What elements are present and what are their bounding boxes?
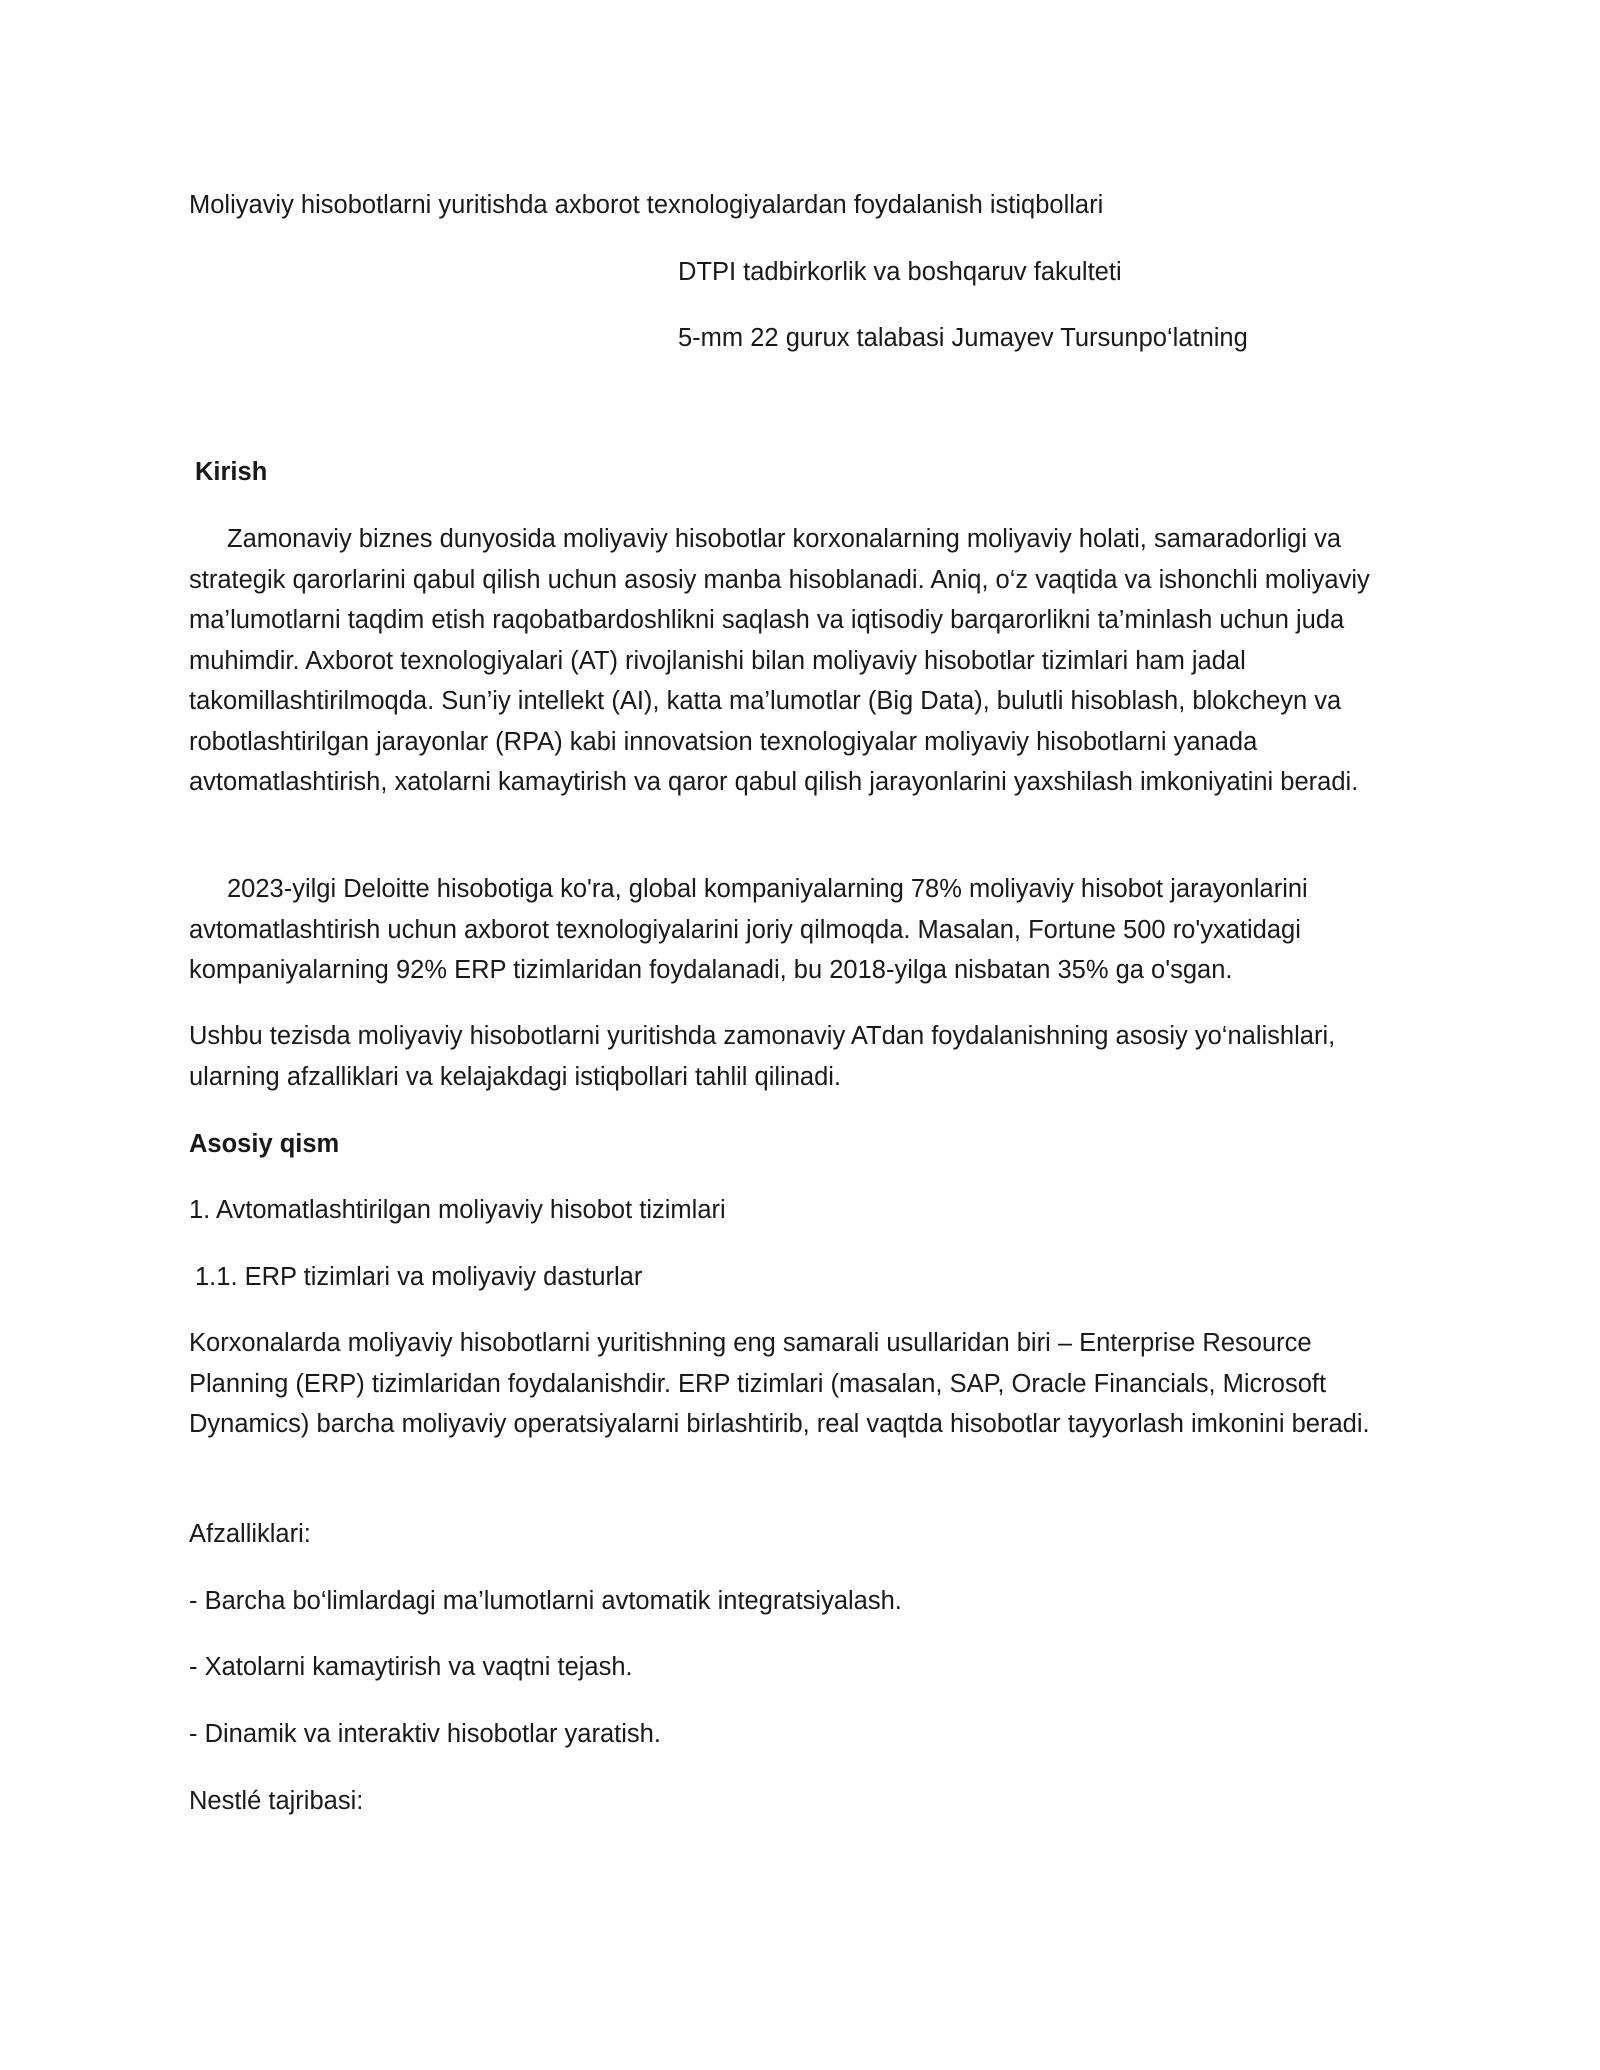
intro-paragraph-1: Zamonaviy biznes dunyosida moliyaviy hisobotlar korxonalarning moliyaviy holati, samaradorligi va strategik qarorlarini qabul qilish uchun asosiy manba hisoblanadi. Aniq, o‘z vaqtida va ishonchli moliyaviy ma’lumotlarni taqdim etish raqobatbardoshlikni saqlash va iqtisodiy barqarorlikni ta’minlash uchun juda muhimdir. Axborot texnologiyalari (AT) rivojlanishi bilan moliyaviy hisobotlar tizimlari ham jadal takomillashtirilmoqda. Sun’iy intellekt (AI), katta ma’lumotlar (Big Data), bulutli hisoblash, blokcheyn va robotlashtirilgan jarayonlar (RPA) kabi innovatsion texnologiyalar moliyaviy hisobotlarni yanada avtomatlashtirish, xatolarni kamaytirish va qaror qabul qilish jarayonlarini yaxshilash imkoniyatini beradi. xyxy=(189,525,1370,796)
intro-paragraph-3: Ushbu tezisda moliyaviy hisobotlarni yuritishda zamonaviy ATdan foydalanishning asosiy yo‘nalishlari, ularning afzalliklari va kelajakdagi istiqbollari tahlil qilinadi. xyxy=(189,1022,1336,1091)
advantage-item: - Dinamik va interaktiv hisobotlar yaratish. xyxy=(189,1720,661,1748)
main-heading: Asosiy qism xyxy=(189,1130,340,1158)
intro-heading: Kirish xyxy=(195,458,268,486)
intro-paragraph-2: 2023-yilgi Deloitte hisobotiga ko'ra, global kompaniyalarning 78% moliyaviy hisobot jarayonlarini avtomatlashtirish uchun axborot texnologiyalarini joriy qilmoqda. Masalan, Fortune 500 ro'yxatidagi kompaniyalarning 92% ERP tizimlaridan foydalanadi, bu 2018-yilga nisbatan 35% ga o'sgan. xyxy=(189,875,1308,984)
affiliation-line: DTPI tadbirkorlik va boshqaruv fakulteti xyxy=(678,258,1122,286)
author-line: 5-mm 22 gurux talabasi Jumayev Tursunpo‘latning xyxy=(678,324,1248,352)
section-1-heading: 1. Avtomatlashtirilgan moliyaviy hisobot tizimlari xyxy=(189,1196,726,1224)
advantage-item: - Barcha bo‘limlardagi ma’lumotlarni avtomatik integratsiyalash. xyxy=(189,1587,902,1615)
document-title: Moliyaviy hisobotlarni yuritishda axborot texnologiyalardan foydalanish istiqbollari xyxy=(189,191,1104,219)
nestle-label: Nestlé tajribasi: xyxy=(189,1787,364,1815)
advantage-item: - Xatolarni kamaytirish va vaqtni tejash. xyxy=(189,1653,633,1681)
erp-paragraph: Korxonalarda moliyaviy hisobotlarni yuritishning eng samarali usullaridan biri – Enterprise Resource Planning (ERP) tizimlaridan foydalanishdir. ERP tizimlari (masalan, SAP, Oracle Financials, Microsoft Dynamics) barcha moliyaviy operatsiyalarni birlashtirib, real vaqtda hisobotlar tayyorlash imkonini beradi. xyxy=(189,1329,1370,1438)
advantages-label: Afzalliklari: xyxy=(189,1520,311,1548)
section-1-1-heading: 1.1. ERP tizimlari va moliyaviy dasturlar xyxy=(195,1263,643,1291)
